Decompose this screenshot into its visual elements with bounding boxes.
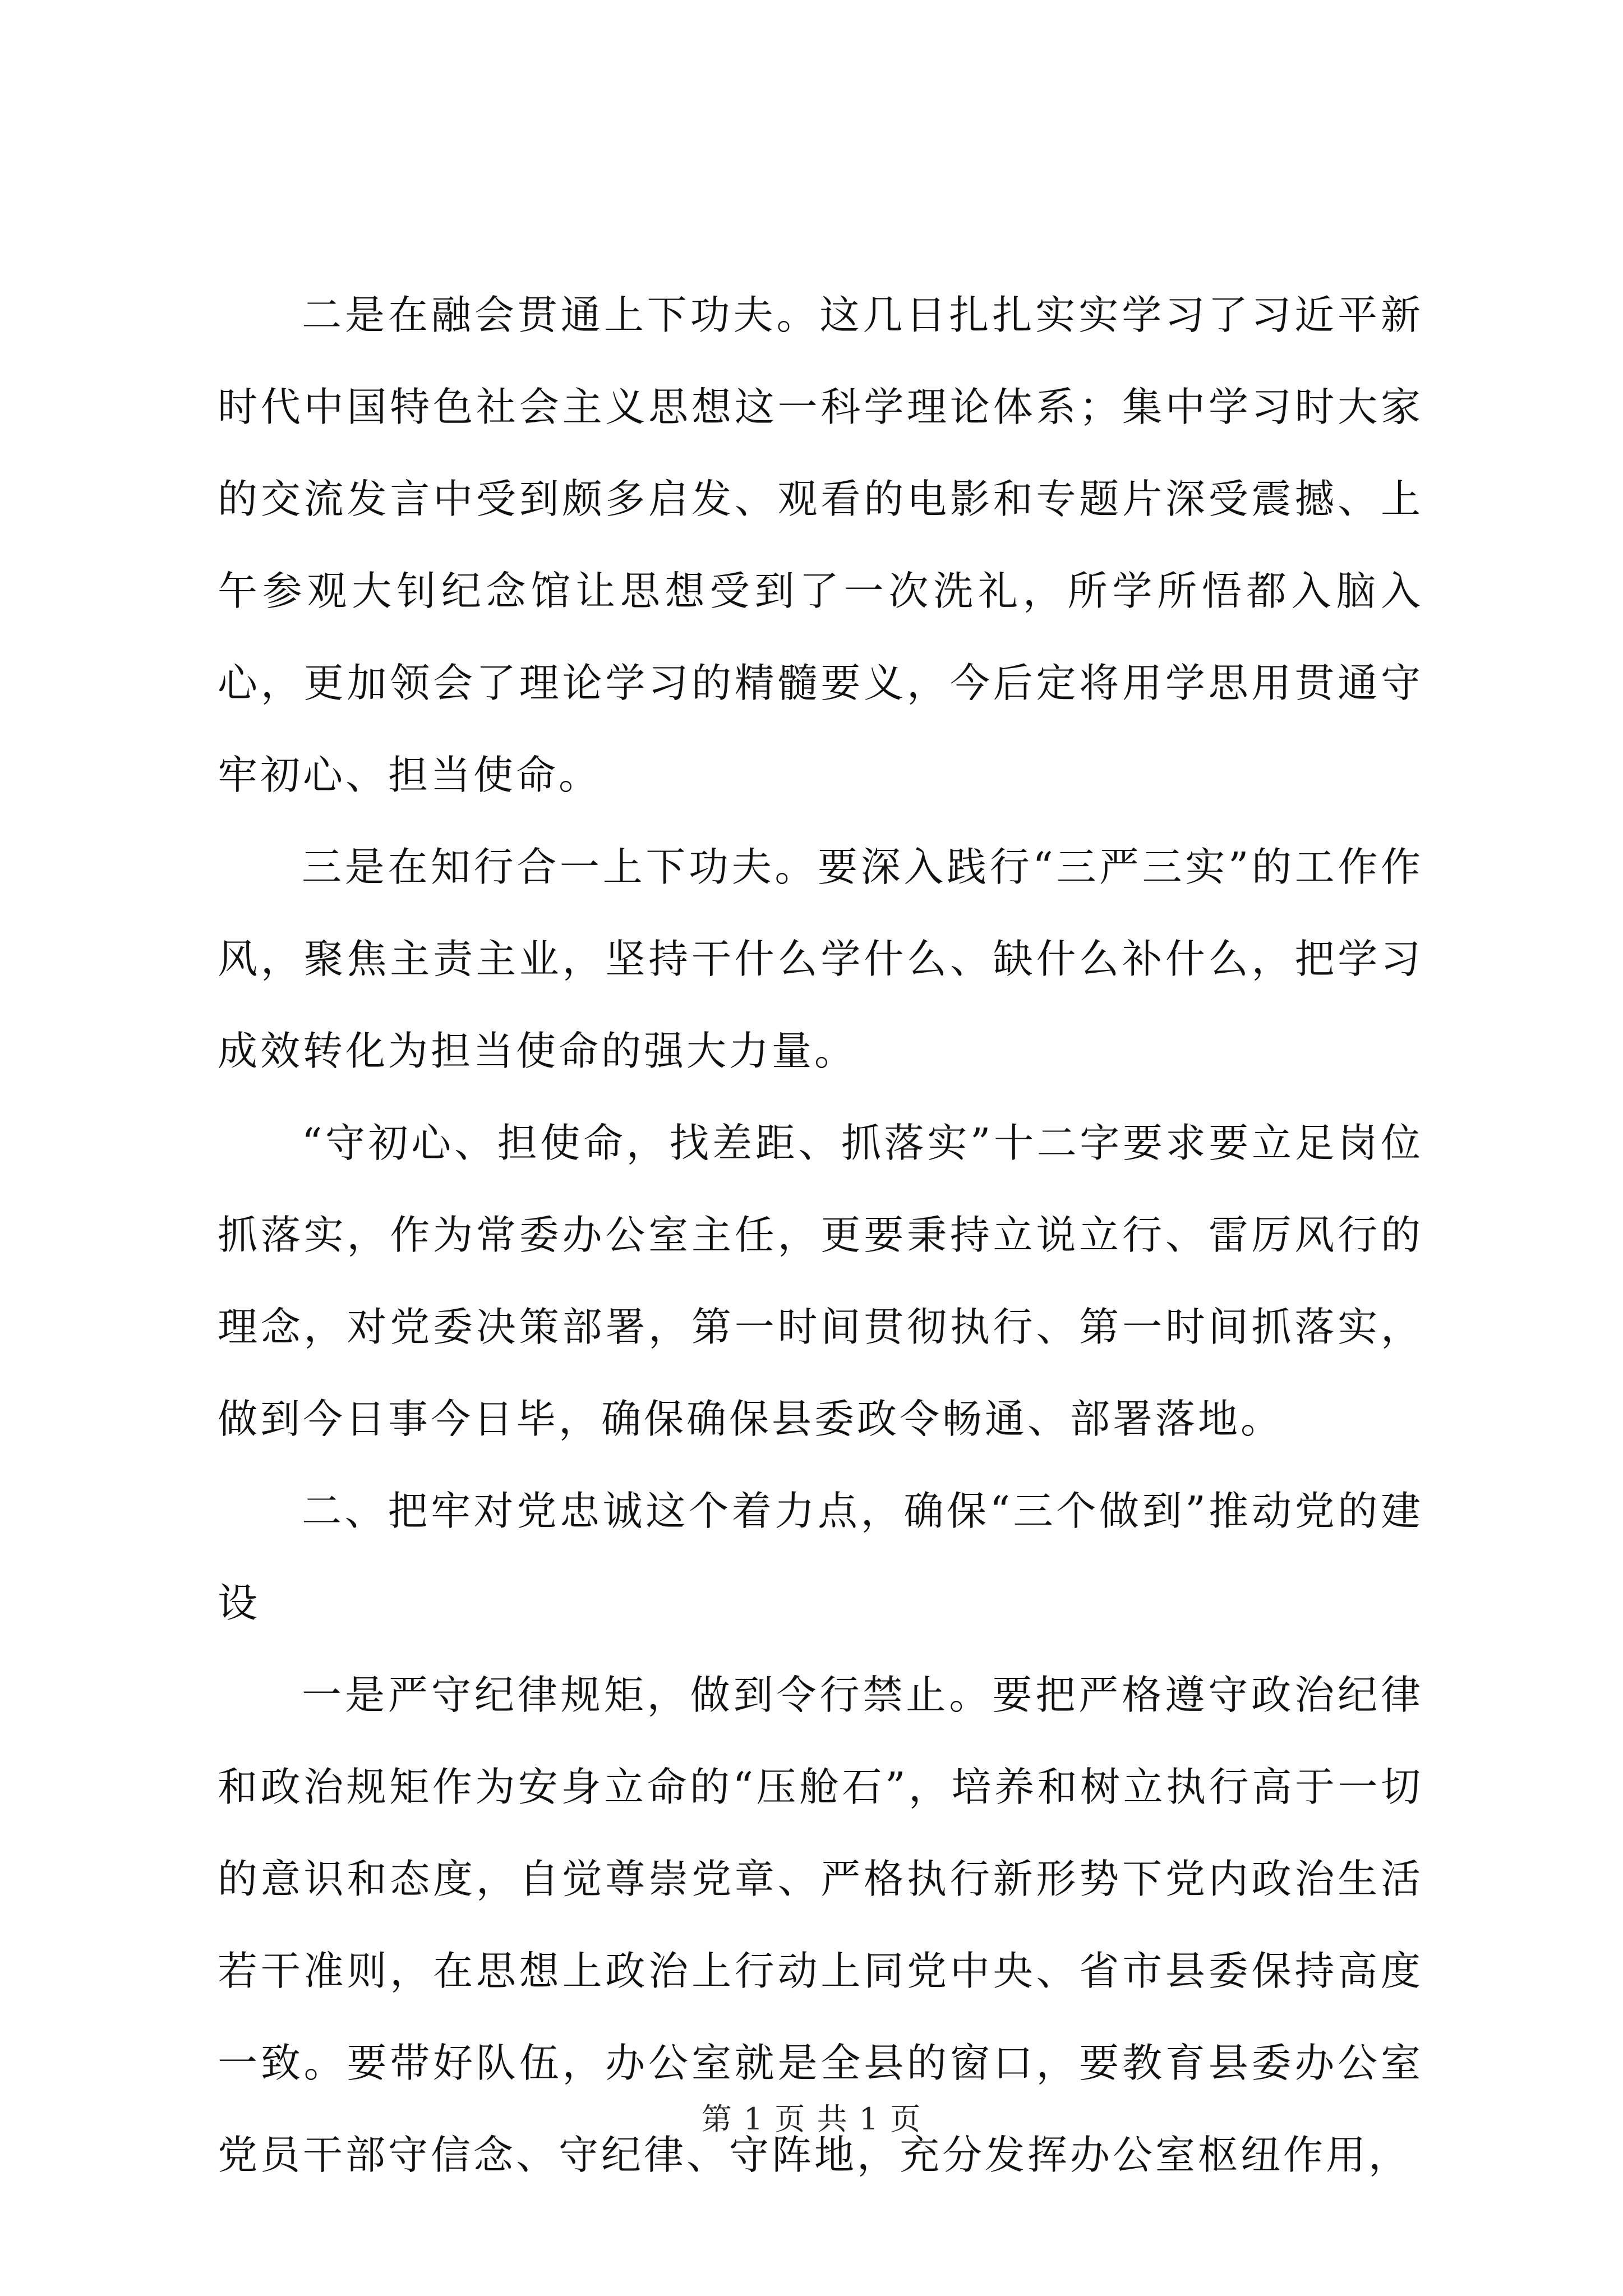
section-heading-loyalty: 二、把牢对党忠诚这个着力点，确保“三个做到”推动党的建设 (218, 1488, 1423, 1626)
document-body (218, 269, 1423, 2201)
paragraph-discipline: 一是严守纪律规矩，做到令行禁止。要把严格遵守政治纪律和政治规矩作为安身立命的“压舱石”，培养和树立执行高于一切的意识和态度，自觉尊崇党章、严格执行新形势下党内政治生活若干准则，在思想上政治上行动上同党中央、省市县委保持高度一致。要带好队伍，办公室就是全县的窗口，要教育县委办公室党员干部守信念、守纪律、守阵地，充分发挥办公室枢纽作用， (218, 1672, 1423, 2178)
paragraph-knowledge-action: 三是在知行合一上下功夫。要深入践行“三严三实”的工作作风，聚焦主责主业，坚持干什么学什么、缺什么补什么，把学习成效转化为担当使命的强大力量。 (218, 844, 1423, 1074)
paragraph-integration: 二是在融会贯通上下功夫。这几日扎扎实实学习了习近平新时代中国特色社会主义思想这一科学理论体系；集中学习时大家的交流发言中受到颇多启发、观看的电影和专题片深受震撼、上午参观大钊纪念馆让思想受到了一次洗礼，所学所悟都入脑入心，更加领会了理论学习的精髓要义，今后定将用学思用贯通守牢初心、担当使命。 (218, 292, 1423, 798)
paragraph-twelve-characters: “守初心、担使命，找差距、抓落实”十二字要求要立足岗位抓落实，作为常委办公室主任，更要秉持立说立行、雷厉风行的理念，对党委决策部署，第一时间贯彻执行、第一时间抓落实，做到今日事今日毕，确保确保县委政令畅通、部署落地。 (218, 1120, 1423, 1442)
page-number-footer: 第 1 页 共 1 页 (701, 2101, 922, 2137)
